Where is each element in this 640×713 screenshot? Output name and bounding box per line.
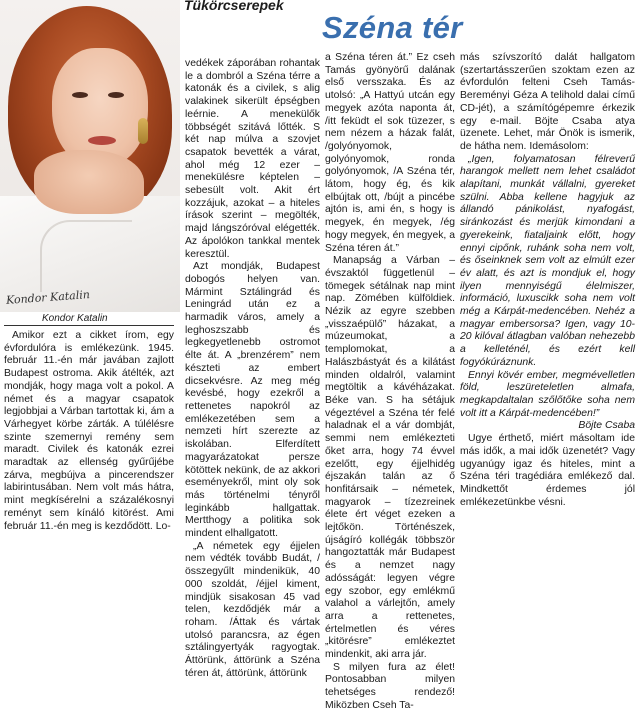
portrait-hand bbox=[34, 150, 144, 214]
portrait-right-eye bbox=[108, 92, 124, 98]
column-2 bbox=[185, 58, 320, 680]
section-kicker: Tükörcserepek bbox=[184, 0, 284, 13]
column-1 bbox=[4, 330, 174, 533]
col3-paragraph-3: S milyen fura az élet! Pontosabban milyen tehetséges rendező! Miközben Cseh Ta- bbox=[325, 661, 455, 711]
col4-quote-paragraph-1: „Igen, folyamatosan félreverű harangok mellett nem lehet családot alapítani, munkát vállalni, gyereket szülni. Abba kellene hagyjuk az állandó pánikolást, nyafogást, siránkozást és merjük kimondani a gyerekeink, fiataljaink előtt, hogy ennyi cipőnk, ruhánk soha nem volt, és őseinknek sem volt az elmúlt ezer év alatt, és azt is mondjuk el, hogy ilyen mennyiségű élelmiszer, információ, luxuscikk soha nem volt még a Kárpát-medencében. Nehéz a magyar embersorsa? Igen, vagy 10-20 kilóval átlagban valóban nehezebb a kelleténél, és ezért kell fogyókúráznunk. bbox=[460, 153, 635, 368]
col4-quote-paragraph-2: Ennyi kövér ember, megmévelletlen föld, leszüreteletlen almafa, megkapdaltalan szőlőtőke soha nem volt itt a Kárpát-medencében!” bbox=[460, 369, 635, 419]
autograph-signature: Kondor Katalin bbox=[5, 288, 91, 307]
column-3 bbox=[325, 52, 455, 713]
photo-caption: Kondor Katalin bbox=[4, 313, 174, 326]
portrait-earring bbox=[138, 118, 148, 144]
col4-signature: Böjte Csaba bbox=[578, 420, 635, 432]
portrait-shirt-fold bbox=[40, 220, 132, 292]
col4-paragraph-1: más szívszorító dalát hallgatom (szertartásszerűen szoktam ezen az évfordulón felteni Cseh Tamás-Bereményi Géza A telihold dalai című CD-jét), a számítógépemre érkezik egy e-mail. Böjte Csaba atya üzenete. Lehet, már Önök is ismerik, de hátha nem. Idemásolom: bbox=[460, 52, 635, 152]
col2-paragraph-1: vedékek záporában rohantak le a dombról a Széna térre a katonák és a civilek, s alig valakinek sikerült épségben leérnie. A menekülők többségét szitává lőtték. S két nap múlva a szovjet csapatok bevették a várat, ahol még 12 ezer – menekülésre képtelen – sebesült volt. Akit ért kozzájuk, azokat – a hiteles írások szerint – megölték, majd lángszóróval elégették. Az ápolókon tankkal mentek keresztül. bbox=[185, 58, 320, 260]
portrait-lips bbox=[88, 136, 116, 145]
portrait-left-eye bbox=[72, 92, 88, 98]
col2-paragraph-2: Azt mondják, Budapest dobogós helyen van. Mármint Sztálingrád és Leningrád után ez a harmadik város, amely a leghoszszabb és legkegyetlenebb ostromot élte át. A „brenzérem” nem készteti az embert dicsekvésre. Az meg még kevésbé, hogy ezekről a rettenetes napokról az emlékezetében sem a nemzeti hírt szerezte az iskolában. Elferdített magyarázatokat persze kötöttek nekünk, de az akkori eseményekről, mint oly sok más történelmi tényről leginkább hallgattak. Mertthogy a politika sok mindent elhallgatott. bbox=[185, 261, 320, 540]
col2-paragraph-3: „A németek egy éjjelen nem védték tovább Budát, /összegyűlt mindenikük, 40 000 szoldát, /éjjel kiment, mindjük sisakosan 45 vad telen, kezdődjék már a roham. /Áttak és vártak utolsó parancsra, az égen sztálingyertyák ragyogtak. Áttörünk, áttörünk a Széna téren át, áttörünk, áttörünk bbox=[185, 540, 320, 679]
portrait-photo bbox=[0, 0, 180, 312]
col3-paragraph-2: Manapság a Várban – évszaktól függetlenül – tömegek sétálnak nap mint nap. Zömében külföldiek. Nézik az egyre szebben „visszaépülő” házakat, a múzeumokat, a templomokat, a Halászbástyát és a kilátást minden oldalról, valamint megtöltik a kávéházakat. Béke van. S ha sétájuk végeztével a Széna tér felé haladnak el a vár dombját, semmi nem emlékezteti őket arra, hogy 74 évvel ezelőtt, egy éjjelhidég éjszakán talán az ő honfitársaik – németek, magyarok – tízezreinek élete ért véget ezeken a lejtőkön. Történészek, újságíró kollégák többször hangoztatták már Budapest és a nemzet nagy adósságát: legyen végre egy szobor, egy emlékmű valahol a várlejtőn, amely arra a rettenetes, értelmetlen és véres „kitörésre” emlékeztet mindenkit, aki arra jár. bbox=[325, 255, 455, 661]
col3-paragraph-1: a Széna téren át.” Ez cseh Tamás gyönyörű dalának első versszaka. És az utolsó: „A Hattyú utcán egy megyek azóta naponta át, /itt feküdt el sok tüzezer, s nem nézem a házak falát, /golyónyomok, golyónyomok, ronda golyónyomok, /A Széna tér, látom, hogy ég, és kik elbújtak ott, /bújt a pincébe ajtón is, ami én, s hogy is megyek, én megyek, /ég hogy megyek, én megyek, a Széna téren át.” bbox=[325, 52, 455, 254]
article-headline: Széna tér bbox=[322, 10, 463, 45]
col4-paragraph-2: Ugye érthető, miért másoltam ide más idők, a mai idők üzenetét? Vagy ugyanúgy igaz és hiteles, mint a Széna téri tragédiára emlékező dal. Mindkettőt érdemes jól emlékezetünkbe vésni. bbox=[460, 433, 635, 508]
col1-paragraph-1: Amikor ezt a cikket írom, egy évfordulóra is emlékezünk. 1945. február 11.-én már javában zajlott Budapest ostroma. Akik átélték, azt mondják, hogy maga volt a pokol. A német és a magyar csapatok legjobbjai a Várban tartottak ki, ám a Várhegyet körbe zárták. A túlélésre szinte szemernyi remény sem maradt. Civilek és katonák ezrei maradtak az ellenség gyűrűjébe zárva, megbújva a pincerendszer labirintusában. Nem volt más hátra, mint megkísérelni a százalékosnyi reményt sem kínáló kitörést. Ami február 11.-én meg is kezdődött. Lo- bbox=[4, 330, 174, 532]
column-4 bbox=[460, 52, 635, 509]
